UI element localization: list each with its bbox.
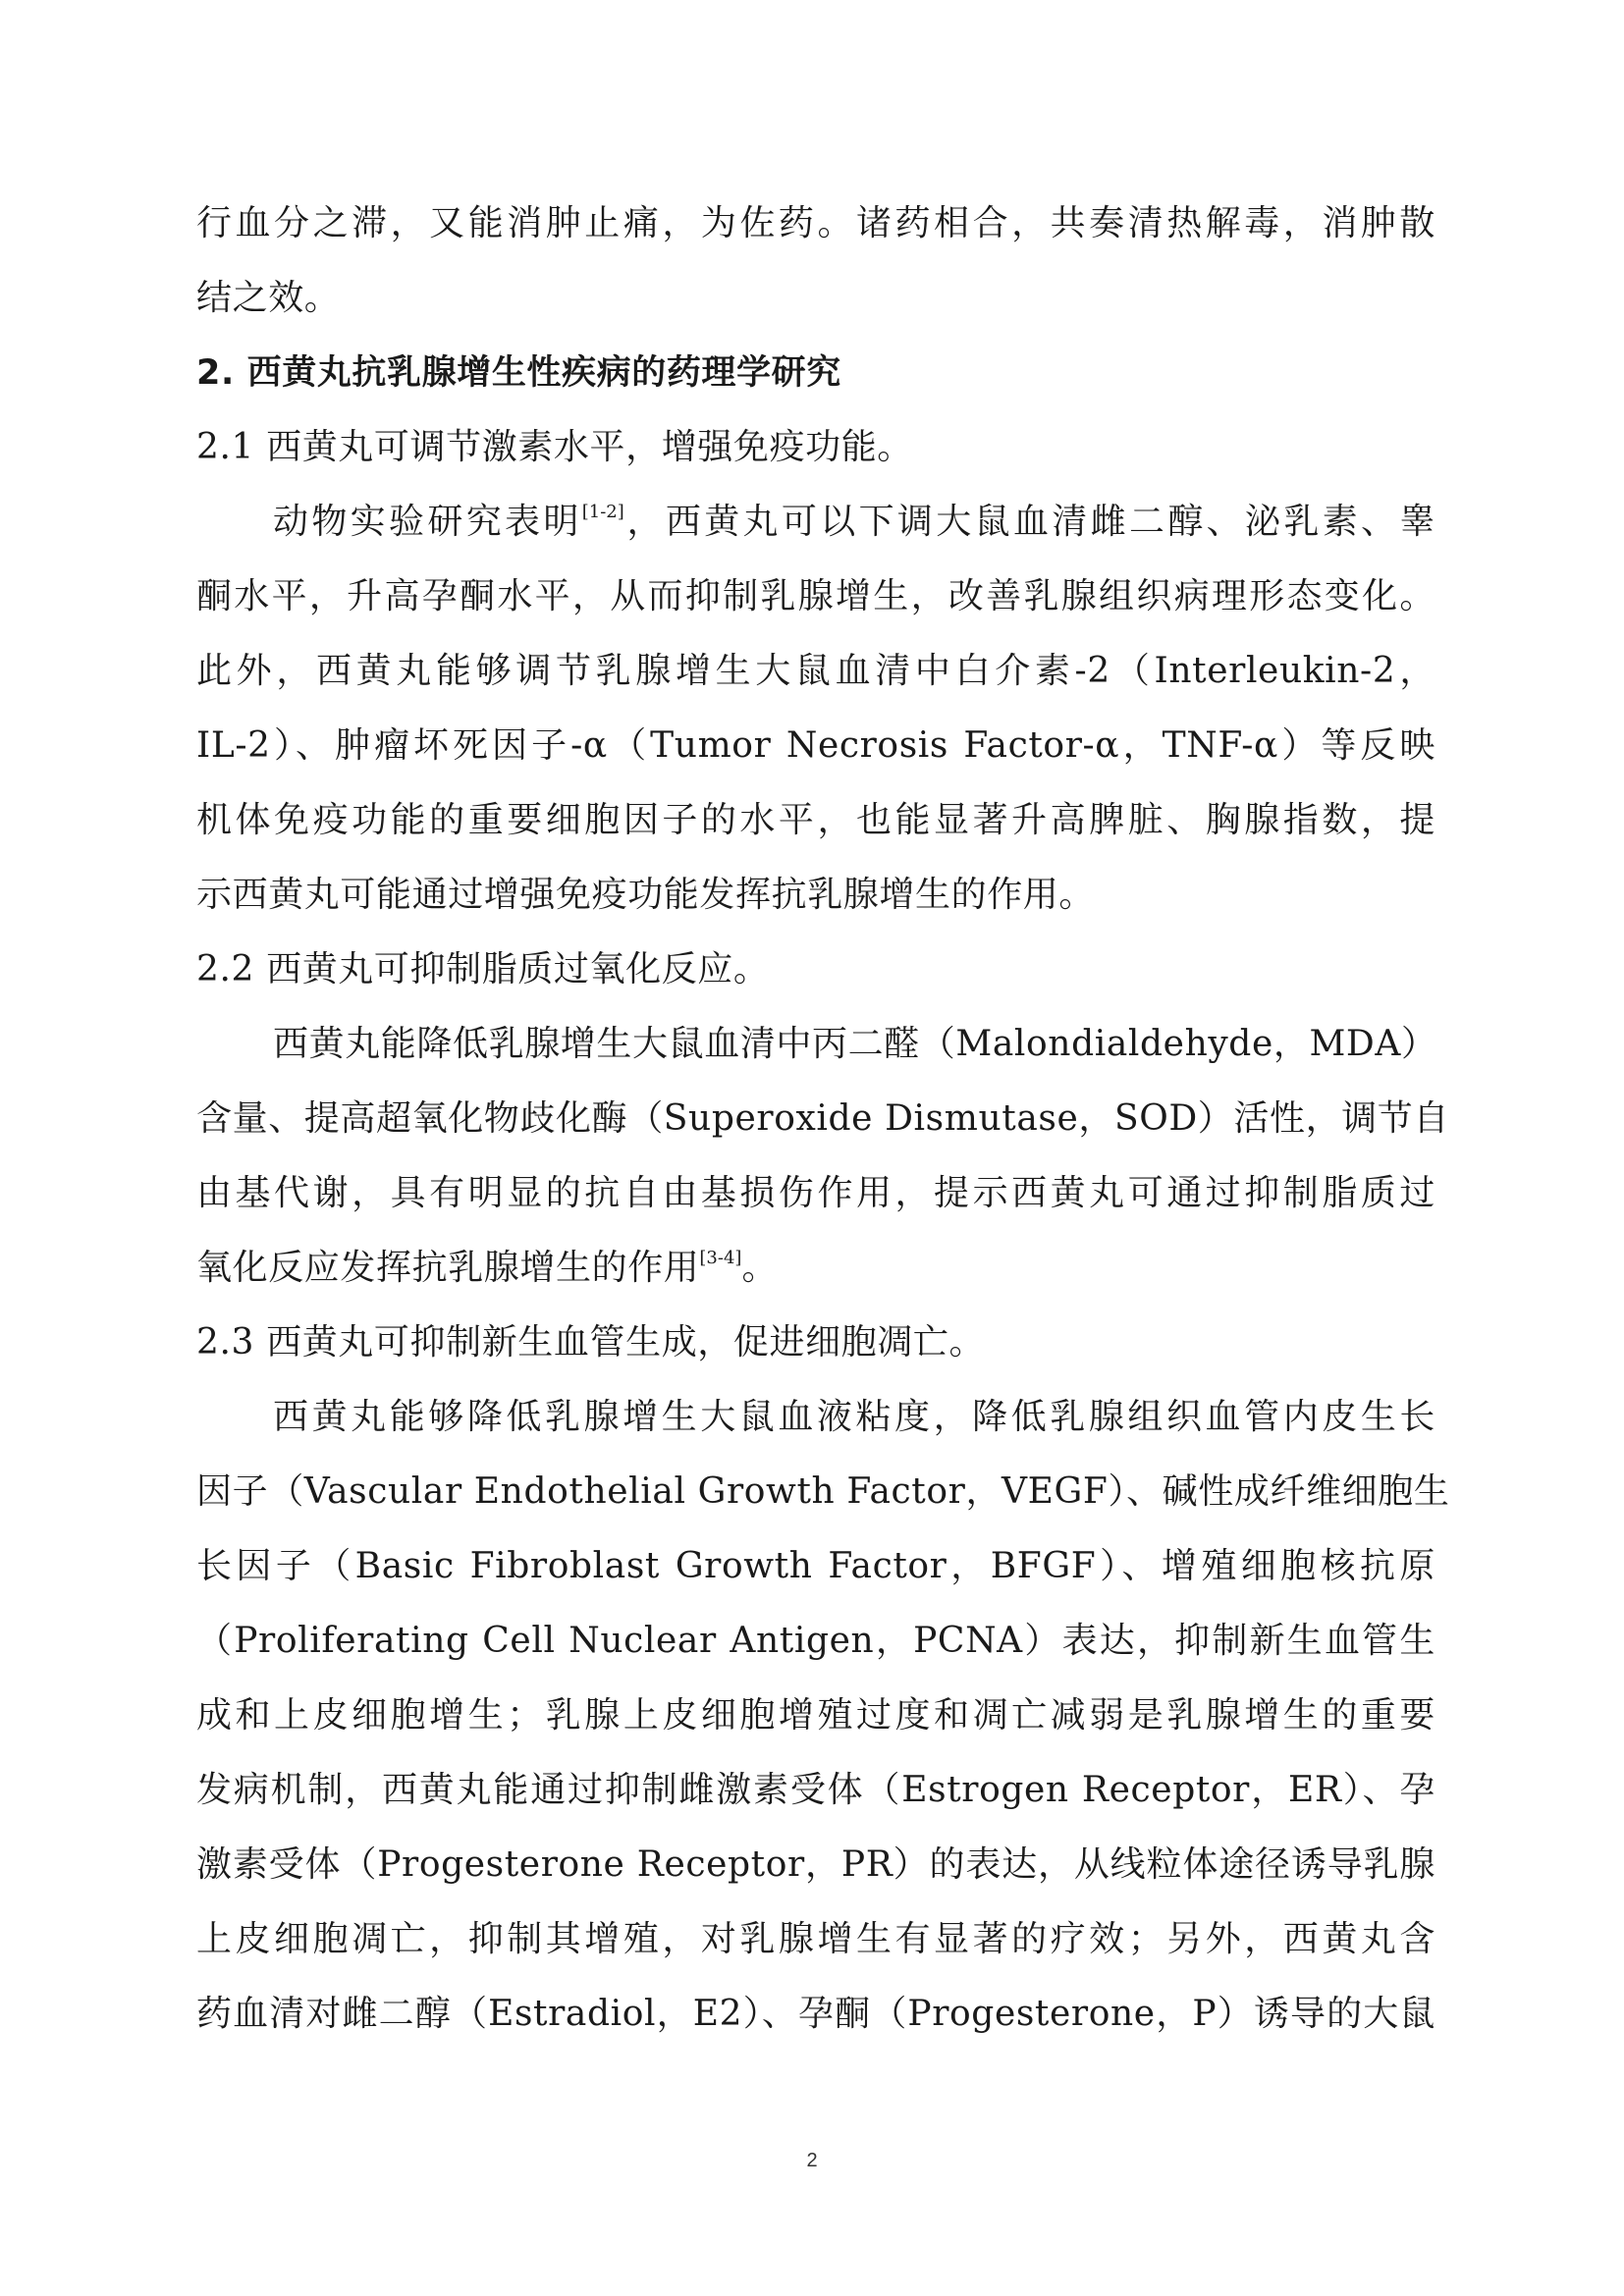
paragraph-line: 机体免疫功能的重要细胞因子的水平，也能显著升高脾脏、胸腺指数，提 bbox=[196, 800, 1435, 840]
paragraph-line bbox=[196, 1231, 1435, 1306]
paragraph-line: 结之效。 bbox=[196, 278, 341, 318]
paragraph-line: 示西黄丸可能通过增强免疫功能发挥抗乳腺增生的作用。 bbox=[196, 875, 1096, 915]
paragraph-line: 发病机制，西黄丸能通过抑制雌激素受体（Estrogen Receptor，ER）、孕 bbox=[196, 1770, 1435, 1810]
paragraph-line: 激素受体（Progesterone Receptor，PR）的表达，从线粒体途径诱导乳腺 bbox=[196, 1844, 1435, 1885]
paragraph-line: 成和上皮细胞增生；乳腺上皮细胞增殖过度和凋亡减弱是乳腺增生的重要 bbox=[196, 1695, 1435, 1735]
paragraph-line: 西黄丸能够降低乳腺增生大鼠血液粘度，降低乳腺组织血管内皮生长 bbox=[273, 1397, 1435, 1437]
subsection-heading: 2.2 西黄丸可抑制脂质过氧化反应。 bbox=[196, 949, 770, 989]
paragraph-line: 西黄丸能降低乳腺增生大鼠血清中丙二醛（Malondialdehyde，MDA） bbox=[273, 1024, 1437, 1064]
paragraph-line: 因子（Vascular Endothelial Growth Factor，VEGF）、碱性成纤维细胞生 bbox=[196, 1471, 1450, 1512]
paragraph-line: IL-2）、肿瘤坏死因子-α（Tumor Necrosis Factor-α，TNF-α）等反映 bbox=[196, 725, 1435, 766]
paragraph-line: 酮水平，升高孕酮水平，从而抑制乳腺增生，改善乳腺组织病理形态变化。 bbox=[196, 576, 1435, 616]
page-number: 2 bbox=[806, 2150, 818, 2171]
text-run: 氧化反应发挥抗乳腺增生的作用 bbox=[196, 1248, 700, 1288]
paragraph-line: 药血清对雌二醇（Estradiol，E2）、孕酮（Progesterone，P）诱导的大鼠 bbox=[196, 1994, 1435, 2034]
document-body bbox=[196, 187, 1450, 2052]
paragraph-line: 行血分之滞，又能消肿止痛，为佐药。诸药相合，共奏清热解毒，消肿散 bbox=[196, 203, 1435, 243]
paragraph-line bbox=[196, 485, 1435, 560]
paragraph-line: （Proliferating Cell Nuclear Antigen，PCNA）表达，抑制新生血管生 bbox=[196, 1621, 1435, 1661]
subsection-heading: 2.3 西黄丸可抑制新生血管生成，促进细胞凋亡。 bbox=[196, 1322, 986, 1362]
text-run: 动物实验研究表明 bbox=[273, 502, 582, 542]
subsection-heading: 2.1 西黄丸可调节激素水平，增强免疫功能。 bbox=[196, 427, 913, 467]
paragraph-line: 上皮细胞凋亡，抑制其增殖，对乳腺增生有显著的疗效；另外，西黄丸含 bbox=[196, 1919, 1435, 1959]
paragraph-line: 长因子（Basic Fibroblast Growth Factor，BFGF）、增殖细胞核抗原 bbox=[196, 1546, 1435, 1586]
paragraph-line: 含量、提高超氧化物歧化酶（Superoxide Dismutase，SOD）活性，调节自 bbox=[196, 1098, 1450, 1139]
text-run: ，西黄丸可以下调大鼠血清雌二醇、泌乳素、睾 bbox=[623, 502, 1435, 542]
text-run: 。 bbox=[741, 1248, 779, 1288]
citation-ref: [1-2] bbox=[581, 502, 624, 522]
paragraph-line: 此外，西黄丸能够调节乳腺增生大鼠血清中白介素-2（Interleukin-2， bbox=[196, 651, 1435, 691]
citation-ref: [3-4] bbox=[699, 1248, 742, 1268]
section-heading: 2. 西黄丸抗乳腺增生性疾病的药理学研究 bbox=[196, 353, 841, 393]
paragraph-line: 由基代谢，具有明显的抗自由基损伤作用，提示西黄丸可通过抑制脂质过 bbox=[196, 1173, 1435, 1213]
